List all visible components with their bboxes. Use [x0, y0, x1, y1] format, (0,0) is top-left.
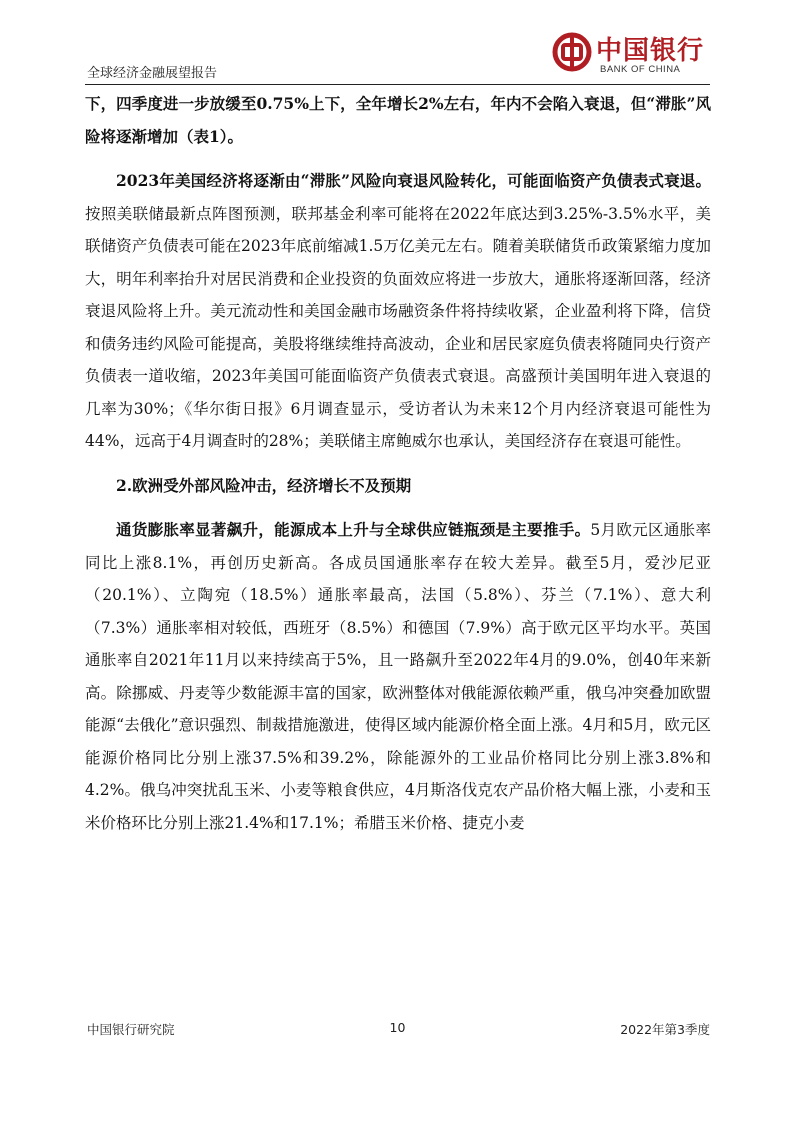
- paragraph-body-text: 5月欧元区通胀率同比上涨8.1%，再创历史新高。各成员国通胀率存在较大差异。截至5月，爱沙尼亚（20.1%）、立陶宛（18.5%）通胀率最高，法国（5.8%）、芬兰（7.1%）、意大利（7.3%）通胀率相对较低，西班牙（8.5%）和德国（7.9%）高于欧元区平均水平。英国通胀率自2021年11月以来持续高于5%，且一路飙升至2022年4月的9.0%，创40年来新高。除挪威、丹麦等少数能源丰富的国家，欧洲整体对俄能源依赖严重，俄乌冲突叠加欧盟能源“去俄化”意识强烈、制裁措施激进，使得区域内能源价格全面上涨。4月和5月，欧元区能源价格同比分别上涨37.5%和39.2%，除能源外的工业品价格同比分别上涨3.8%和4.2%。俄乌冲突扰乱玉米、小麦等粮食供应，4月斯洛伐克农产品价格大幅上涨，小麦和玉米价格环比分别上涨21.4%和17.1%；希腊玉米价格、捷克小麦: [85, 521, 711, 832]
- paragraph-europe-inflation: [85, 514, 711, 839]
- section-heading: 2.欧洲受外部风险冲击，经济增长不及预期: [116, 475, 412, 495]
- footer-institution: 中国银行研究院: [87, 1022, 175, 1037]
- bank-logo: [550, 28, 710, 80]
- paragraph-lead-bold: 2023年美国经济将逐渐由“滞胀”风险向衰退风险转化，可能面临资产负债表式衰退。: [116, 171, 711, 190]
- paragraph-body-text: 按照美联储最新点阵图预测，联邦基金利率可能将在2022年底达到3.25%-3.5%水平，美联储资产负债表可能在2023年底前缩减1.5万亿美元左右。随着美联储货币政策紧缩力度加大，明年利率抬升对居民消费和企业投资的负面效应将进一步放大，通胀将逐渐回落，经济衰退风险将上升。美元流动性和美国金融市场融资条件将持续收紧，企业盈利将下降，信贷和债务违约风险可能提高，美股将继续维持高波动，企业和居民家庭负债表将随同央行资产负债表一道收缩，2023年美国可能面临资产负债表式衰退。高盛预计美国明年进入衰退的几率为30%；《华尔街日报》6月调查显示，受访者认为未来12个月内经济衰退可能性为44%，远高于4月调查时的28%；美联储主席鲍威尔也承认，美国经济存在衰退可能性。: [85, 204, 711, 450]
- logo-chinese-text: 中国银行: [596, 36, 705, 66]
- report-body: [85, 88, 711, 839]
- report-title: 全球经济金融展望报告: [87, 66, 218, 81]
- footer-period: 2022年第3季度: [620, 1022, 710, 1037]
- logo-english-text: BANK OF CHINA: [600, 64, 681, 75]
- bank-of-china-emblem-icon: [552, 32, 592, 72]
- page-number: 10: [389, 1020, 406, 1035]
- paragraph-us-outlook: [85, 165, 711, 458]
- page-header: [85, 28, 710, 85]
- page-footer: [85, 1020, 710, 1040]
- paragraph-lead-bold: 通货膨胀率显著飙升，能源成本上升与全球供应链瓶颈是主要推手。: [116, 520, 591, 539]
- paragraph-continued: 下，四季度进一步放缓至0.75%上下，全年增长2%左右，年内不会陷入衰退，但“滞胀”风险将逐渐增加（表1）。: [85, 94, 711, 146]
